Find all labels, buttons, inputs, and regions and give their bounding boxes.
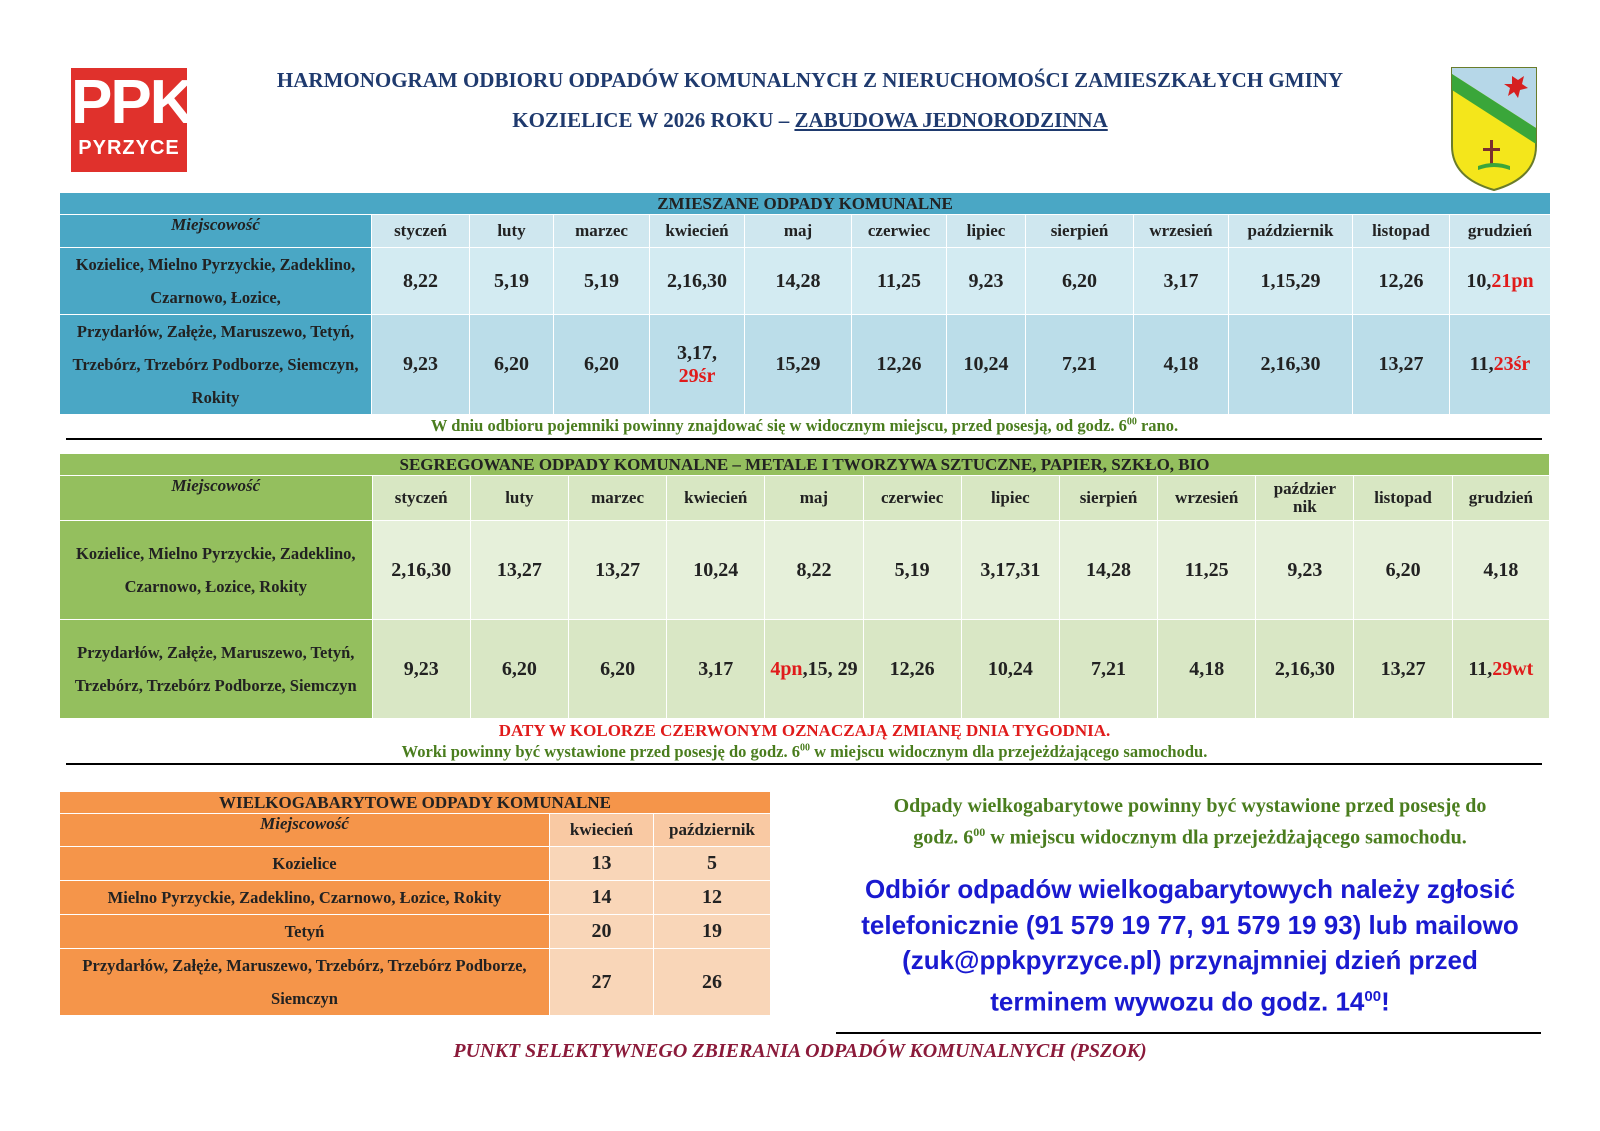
location-cell: Tetyń <box>60 915 550 949</box>
date-value: ,15, 29 <box>802 658 858 680</box>
bags-note-text: Worki powinny być wystawione przed posesję do godz. 6 <box>401 742 800 761</box>
month-header: wrzesień <box>1134 215 1229 248</box>
date-cell: 13,27 <box>1353 315 1450 415</box>
month-header: styczeń <box>372 215 470 248</box>
logo-subtext: PYRZYCE <box>78 137 180 159</box>
date-cell: 2,16,30 <box>372 521 470 620</box>
divider <box>66 438 1542 440</box>
date-value: 3,17, <box>677 341 717 364</box>
table-row <box>60 620 1550 719</box>
date-cell: 13,27 <box>470 521 568 620</box>
red-dates-note: DATY W KOLORZE CZERWONYM OZNACZAJĄ ZMIANĘ DNIA TYGODNIA. <box>498 721 1111 740</box>
mixed-waste-caption: ZMIESZANE ODPADY KOMUNALNE <box>60 193 1551 215</box>
divider <box>66 763 1542 765</box>
date-cell: 8,22 <box>765 521 863 620</box>
bulky-green-text: Odpady wielkogabarytowe powinny być wystawione przed posesję do godz. 6 <box>893 795 1487 849</box>
divider <box>836 1032 1541 1034</box>
mixed-waste-table <box>59 192 1551 415</box>
bulky-green-tail: w miejscu widocznym dla przejeżdżającego samochodu. <box>985 826 1467 849</box>
date-cell <box>650 315 745 415</box>
changed-date: 29śr <box>678 364 716 387</box>
month-header: luty <box>470 215 554 248</box>
date-cell: 13,27 <box>1354 620 1452 719</box>
bulky-waste-table <box>59 791 771 1016</box>
date-cell: 13 <box>550 847 654 881</box>
date-cell: 7,21 <box>1059 620 1157 719</box>
date-cell: 2,16,30 <box>650 248 745 315</box>
table-row <box>60 315 1551 415</box>
container-note-tail: rano. <box>1136 416 1179 435</box>
month-header: paździer nik <box>1256 476 1354 521</box>
date-cell: 5 <box>654 847 771 881</box>
date-cell: 11,25 <box>852 248 947 315</box>
date-value: 11, <box>1469 353 1494 375</box>
month-header: kwiecień <box>650 215 745 248</box>
date-cell: 14,28 <box>745 248 852 315</box>
coat-of-arms-icon <box>1450 66 1538 192</box>
date-cell: 20 <box>550 915 654 949</box>
date-cell: 14 <box>550 881 654 915</box>
month-header: listopad <box>1353 215 1450 248</box>
month-header: październik <box>1229 215 1353 248</box>
bulky-green-note <box>870 793 1510 851</box>
location-cell: Mielno Pyrzyckie, Zadeklino, Czarnowo, Łozice, Rokity <box>60 881 550 915</box>
page-subtitle <box>200 108 1420 133</box>
month-header: czerwiec <box>863 476 961 521</box>
date-cell <box>1450 248 1551 315</box>
subtitle-underlined: ZABUDOWA JEDNORODZINNA <box>794 108 1108 132</box>
location-cell: Kozielice, Mielno Pyrzyckie, Zadeklino, Czarnowo, Łozice, <box>60 248 372 315</box>
ppk-logo <box>71 68 193 172</box>
bags-note-sup: 00 <box>800 742 810 754</box>
table-row <box>60 847 771 881</box>
date-cell: 4,18 <box>1452 521 1549 620</box>
date-cell: 7,21 <box>1026 315 1134 415</box>
bulky-blue-text: Odbiór odpadów wielkogabarytowych należy zgłosić telefonicznie (91 579 19 77, 91 579 19 93) lub mailowo (zuk@ppkpyrzyce.pl) przynajmniej dzień przed terminem wywozu do godz. 14 <box>861 874 1519 1017</box>
changed-date: 29wt <box>1492 657 1534 680</box>
date-cell: 9,23 <box>1256 521 1354 620</box>
date-cell: 5,19 <box>863 521 961 620</box>
date-cell: 27 <box>550 949 654 1016</box>
month-header: maj <box>745 215 852 248</box>
segregated-waste-caption: SEGREGOWANE ODPADY KOMUNALNE – METALE I TWORZYWA SZTUCZNE, PAPIER, SZKŁO, BIO <box>60 454 1550 476</box>
bulky-blue-sup: 00 <box>1364 987 1382 1005</box>
date-cell: 3,17 <box>667 620 765 719</box>
date-cell: 14,28 <box>1059 521 1157 620</box>
date-cell: 13,27 <box>568 521 666 620</box>
container-note-text: W dniu odbioru pojemniki powinny znajdować się w widocznym miejscu, przed posesją, od godz. 6 <box>430 416 1127 435</box>
date-cell: 12,26 <box>852 315 947 415</box>
month-header: sierpień <box>1059 476 1157 521</box>
location-header: Miejscowość <box>60 476 373 521</box>
date-cell: 12 <box>654 881 771 915</box>
date-cell: 12,26 <box>1353 248 1450 315</box>
month-header: lipiec <box>961 476 1059 521</box>
month-header: marzec <box>554 215 650 248</box>
date-value: 10, <box>1466 269 1492 292</box>
date-cell: 12,26 <box>863 620 961 719</box>
bulky-blue-tail: ! <box>1381 986 1390 1017</box>
month-header: marzec <box>568 476 666 521</box>
location-header: Miejscowość <box>60 814 550 847</box>
date-cell: 6,20 <box>470 620 568 719</box>
date-cell: 6,20 <box>1026 248 1134 315</box>
date-cell <box>765 620 863 719</box>
date-cell: 2,16,30 <box>1229 315 1353 415</box>
table-row <box>60 521 1550 620</box>
date-cell: 15,29 <box>745 315 852 415</box>
date-cell: 1,15,29 <box>1229 248 1353 315</box>
month-header: luty <box>470 476 568 521</box>
bags-note <box>59 742 1550 762</box>
month-header: kwiecień <box>667 476 765 521</box>
month-header: maj <box>765 476 863 521</box>
month-header: październik <box>654 814 771 847</box>
location-cell: Przydarłów, Załęże, Maruszewo, Tetyń, Trzebórz, Trzebórz Podborze, Siemczyn, Rokity <box>60 315 372 415</box>
month-header: lipiec <box>947 215 1026 248</box>
date-cell: 3,17,31 <box>961 521 1059 620</box>
date-cell: 4,18 <box>1158 620 1256 719</box>
date-cell: 9,23 <box>947 248 1026 315</box>
date-cell: 6,20 <box>568 620 666 719</box>
pszok-heading: PUNKT SELEKTYWNEGO ZBIERANIA ODPADÓW KOMUNALNYCH (PSZOK) <box>453 1040 1147 1062</box>
date-cell: 10,24 <box>667 521 765 620</box>
bulky-waste-caption: WIELKOGABARYTOWE ODPADY KOMUNALNE <box>60 792 771 814</box>
page-title: HARMONOGRAM ODBIORU ODPADÓW KOMUNALNYCH Z NIERUCHOMOŚCI ZAMIESZKAŁYCH GMINY <box>276 68 1344 92</box>
changed-date: 21pn <box>1491 269 1534 292</box>
location-cell: Przydarłów, Załęże, Maruszewo, Trzebórz, Trzebórz Podborze, Siemczyn <box>60 949 550 1016</box>
date-value: 11, <box>1468 657 1493 680</box>
table-row <box>60 949 771 1016</box>
table-row <box>60 915 771 949</box>
subtitle-prefix: KOZIELICE W 2026 ROKU – <box>512 108 795 132</box>
month-header: kwiecień <box>550 814 654 847</box>
container-note <box>59 416 1550 436</box>
date-cell: 26 <box>654 949 771 1016</box>
date-cell: 4,18 <box>1134 315 1229 415</box>
date-cell: 2,16,30 <box>1256 620 1354 719</box>
bulky-green-sup: 00 <box>973 825 986 839</box>
location-cell: Kozielice, Mielno Pyrzyckie, Zadeklino, Czarnowo, Łozice, Rokity <box>60 521 373 620</box>
date-cell: 5,19 <box>554 248 650 315</box>
month-header: listopad <box>1354 476 1452 521</box>
date-cell: 10,24 <box>961 620 1059 719</box>
container-note-sup: 00 <box>1126 416 1137 428</box>
month-header: styczeń <box>372 476 470 521</box>
date-cell: 8,22 <box>372 248 470 315</box>
location-header: Miejscowość <box>60 215 372 248</box>
date-cell: 3,17 <box>1134 248 1229 315</box>
date-cell: 6,20 <box>470 315 554 415</box>
changed-date: 4pn <box>770 658 803 680</box>
date-cell <box>1452 620 1549 719</box>
date-cell: 9,23 <box>372 315 470 415</box>
month-header: wrzesień <box>1158 476 1256 521</box>
date-cell: 11,25 <box>1158 521 1256 620</box>
date-cell: 9,23 <box>372 620 470 719</box>
location-cell: Kozielice <box>60 847 550 881</box>
date-cell: 6,20 <box>554 315 650 415</box>
date-cell: 10,24 <box>947 315 1026 415</box>
bags-note-tail: w miejscu widocznym dla przejeżdżającego samochodu. <box>810 742 1208 761</box>
bulky-blue-note <box>840 872 1540 1020</box>
date-cell: 6,20 <box>1354 521 1452 620</box>
logo-text: PPK <box>71 68 193 137</box>
location-cell: Przydarłów, Załęże, Maruszewo, Tetyń, Trzebórz, Trzebórz Podborze, Siemczyn <box>60 620 373 719</box>
month-header: czerwiec <box>852 215 947 248</box>
changed-date: 23śr <box>1493 353 1531 375</box>
table-row <box>60 881 771 915</box>
month-header: sierpień <box>1026 215 1134 248</box>
segregated-waste-table <box>59 453 1550 719</box>
month-header: grudzień <box>1450 215 1551 248</box>
date-cell <box>1450 315 1551 415</box>
month-header: grudzień <box>1452 476 1549 521</box>
table-row <box>60 248 1551 315</box>
date-cell: 5,19 <box>470 248 554 315</box>
date-cell: 19 <box>654 915 771 949</box>
